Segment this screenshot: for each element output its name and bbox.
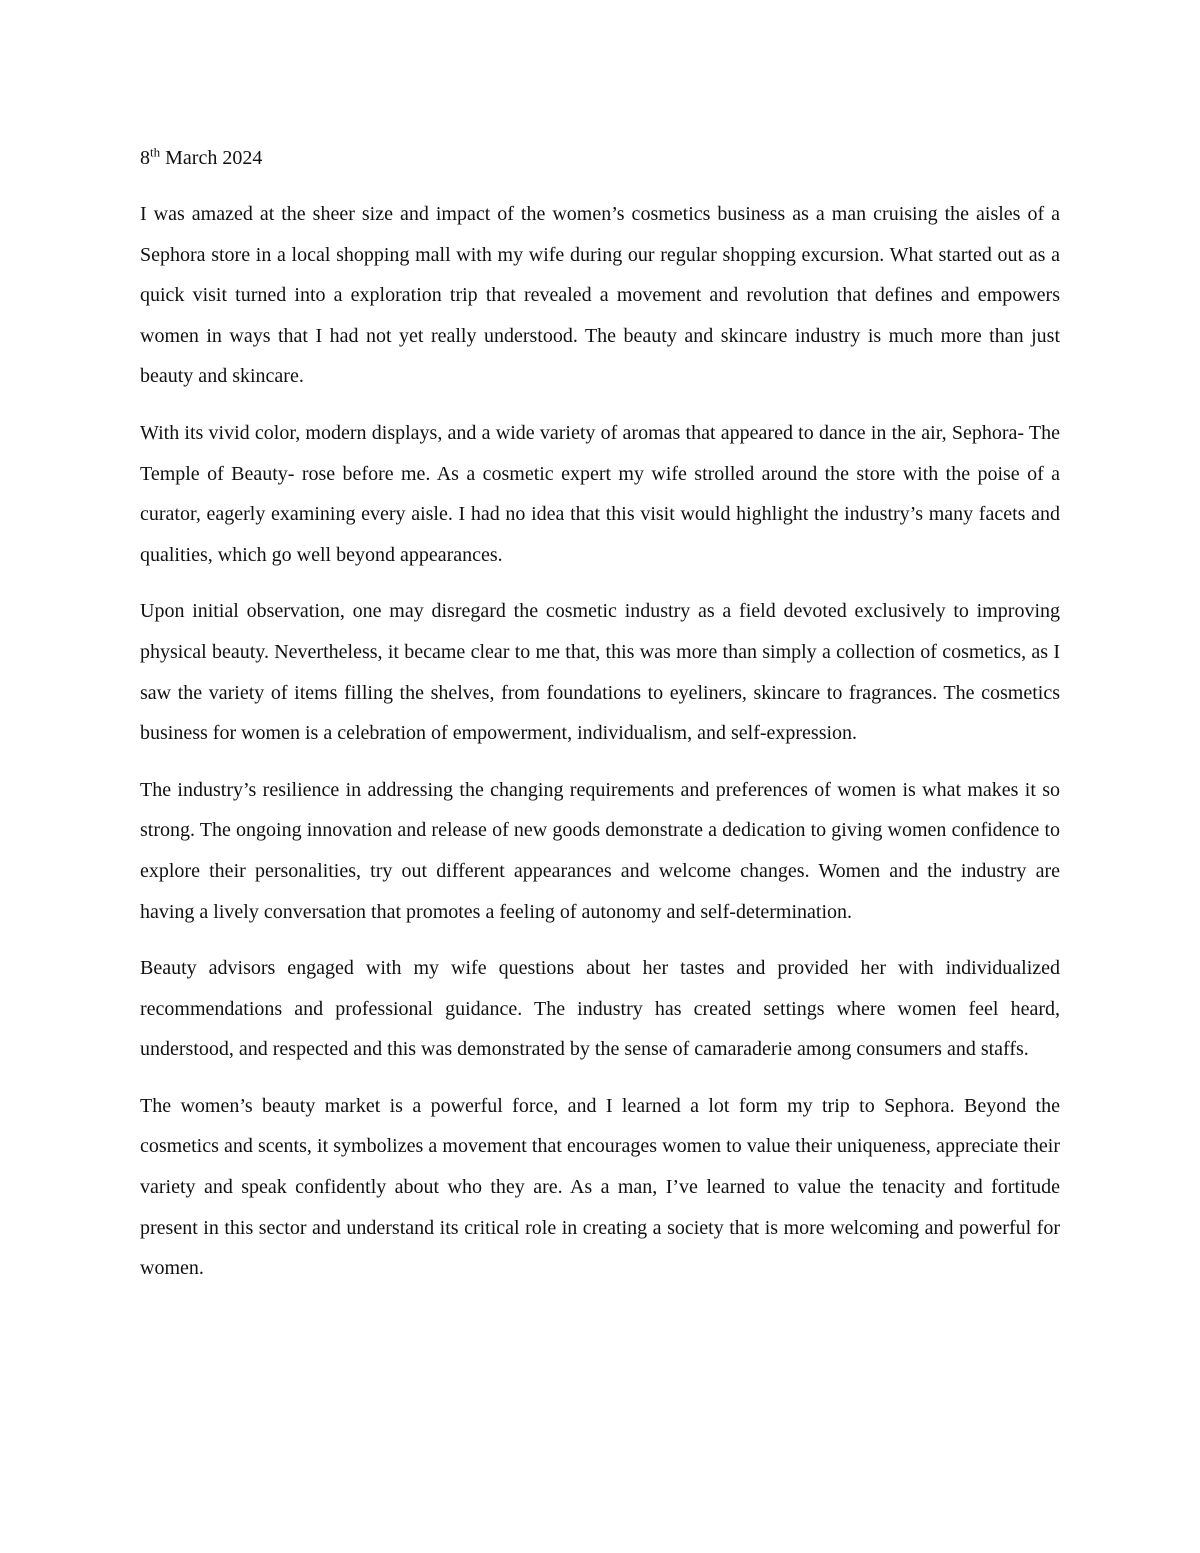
paragraph-4: The industry’s resilience in addressing the changing requirements and preferences of women is what makes it so strong. The ongoing innovation and release of new goods demonstrate a dedication to giving women confidence to explore their personalities, try out different appearances and welcome changes. Women and the industry are having a lively conversation that promotes a feeling of autonomy and self-determination. [140, 778, 1060, 923]
paragraph-5: Beauty advisors engaged with my wife questions about her tastes and provided her with individualized recommendations and professional guidance. The industry has created settings where women feel heard, understood, and respected and this was demonstrated by the sense of camaraderie among consumers and staffs. [140, 957, 1060, 1061]
document-body [140, 138, 1060, 1305]
date-day: 8 [140, 147, 150, 169]
date-month-year: March 2024 [160, 147, 263, 169]
document-date [140, 138, 1060, 178]
date-suffix: th [150, 144, 161, 160]
paragraph-2: With its vivid color, modern displays, and a wide variety of aromas that appeared to dance in the air, Sephora- The Temple of Beauty- rose before me. As a cosmetic expert my wife strolled around the store with the poise of a curator, eagerly examining every aisle. I had no idea that this visit would highlight the industry’s many facets and qualities, which go well beyond appearances. [140, 421, 1060, 566]
paragraph-3: Upon initial observation, one may disregard the cosmetic industry as a field devoted exclusively to improving physical beauty. Nevertheless, it became clear to me that, this was more than simply a collection of cosmetics, as I saw the variety of items filling the shelves, from foundations to eyeliners, skincare to fragrances. The cosmetics business for women is a celebration of empowerment, individualism, and self-expression. [140, 600, 1060, 745]
paragraph-1: I was amazed at the sheer size and impact of the women’s cosmetics business as a man cruising the aisles of a Sephora store in a local shopping mall with my wife during our regular shopping excursion. What started out as a quick visit turned into a exploration trip that revealed a movement and revolution that defines and empowers women in ways that I had not yet really understood. The beauty and skincare industry is much more than just beauty and skincare. [140, 203, 1060, 388]
paragraph-6: The women’s beauty market is a powerful force, and I learned a lot form my trip to Sephora. Beyond the cosmetics and scents, it symbolizes a movement that encourages women to value their uniqueness, appreciate their variety and speak confidently about who they are. As a man, I’ve learned to value the tenacity and fortitude present in this sector and understand its critical role in creating a society that is more welcoming and powerful for women. [140, 1094, 1060, 1280]
